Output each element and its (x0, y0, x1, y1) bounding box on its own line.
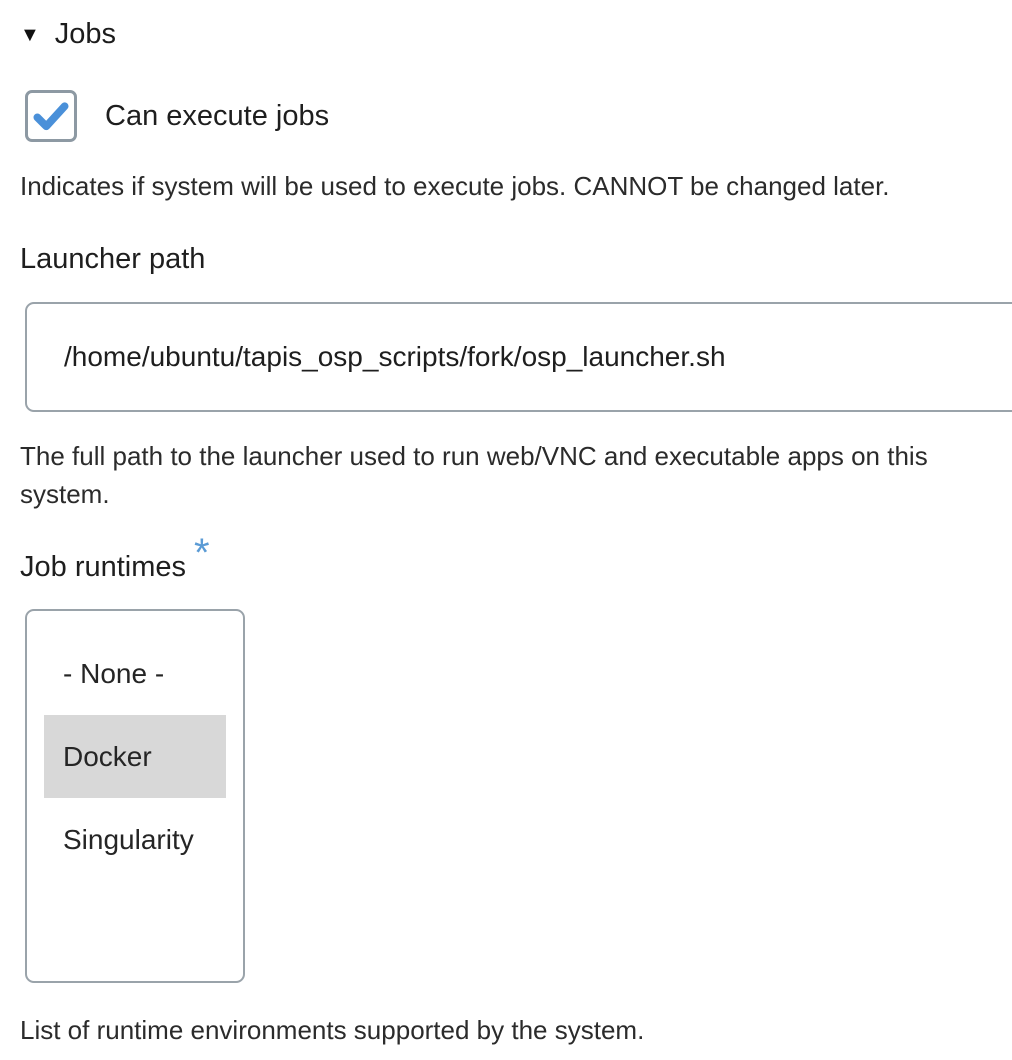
can-execute-jobs-description: Indicates if system will be used to execute jobs. CANNOT be changed later. (20, 171, 890, 201)
launcher-path-input[interactable] (25, 302, 1012, 412)
runtime-option-none[interactable]: - None - (63, 657, 165, 689)
can-execute-jobs-checkbox[interactable] (25, 90, 77, 142)
section-title: Jobs (54, 18, 117, 50)
launcher-path-description: The full path to the launcher used to run web/VNC and executable apps on this system. (20, 441, 928, 509)
job-runtimes-label: Job runtimes * (20, 531, 210, 583)
can-execute-jobs-row (20, 90, 1012, 142)
launcher-path-label: Launcher path (20, 243, 206, 275)
jobs-section-toggle[interactable] (20, 18, 116, 50)
can-execute-jobs-label[interactable]: Can execute jobs (105, 99, 330, 132)
job-runtimes-description: List of runtime environments supported by the system. (20, 1015, 645, 1045)
collapse-caret-icon: ▼ (20, 24, 40, 46)
checkmark-icon (30, 95, 72, 137)
required-asterisk: * (194, 531, 210, 575)
runtime-option-docker[interactable]: Docker (44, 715, 226, 798)
runtime-option-singularity[interactable]: Singularity (63, 823, 194, 855)
job-runtimes-listbox (25, 609, 245, 983)
